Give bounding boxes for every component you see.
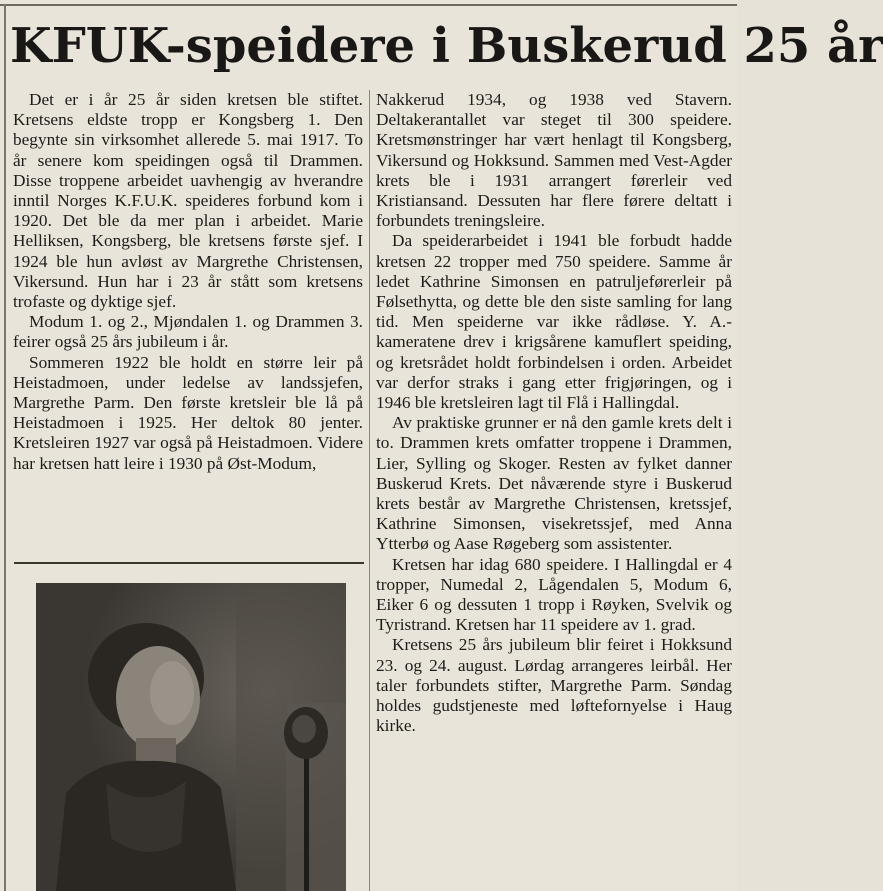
- left-paragraph-3: Sommeren 1922 ble holdt en større leir på Heistadmoen, under ledelse av landssjefen, Margrethe Parm. Den første kretsleir ble lå på Heistadmoen i 1925. Her deltok 80 jenter. Kretsleiren 1927 var også på Heistadmoen. Videre har kretsen hatt leire i 1930 på Øst-Modum,: [13, 352, 363, 473]
- portrait-photo: [36, 583, 346, 891]
- left-paragraph-1: Det er i år 25 år siden kretsen ble stiftet. Kretsens eldste tropp er Kongsberg 1. Den begynte sin virksomhet allerede 5. mai 1917. To år senere kom speidingen også til Drammen. Disse troppene arbeidet uavhengig av hverandre inntil Norges K.F.U.K. speideres forbund kom i 1920. Det ble da mer plan i arbeidet. Marie Helliksen, Kongsberg, ble kretsens første sjef. I 1924 ble hun avløst av Margrethe Christensen, Vikersund. Hun har i 23 år stått som kretsens trofaste og dyktige sjef.: [13, 90, 363, 312]
- portrait-illustration: [36, 583, 346, 891]
- left-column: [13, 90, 363, 474]
- headline: KFUK-speidere i Buskerud 25 år: [10, 18, 883, 74]
- right-column: [376, 90, 732, 737]
- top-border-rule: [0, 4, 737, 6]
- left-paragraph-2: Modum 1. og 2., Mjøndalen 1. og Drammen 3. feirer også 25 års jubileum i år.: [13, 312, 363, 352]
- column-divider: [369, 90, 370, 891]
- right-paragraph-3: Av praktiske grunner er nå den gamle krets delt i to. Drammen krets omfatter troppene i Drammen, Lier, Sylling og Skoger. Resten av fylket danner Buskerud Krets. Det nåværende styre i Buskerud krets består av Margrethe Christensen, kretssjef, Kathrine Simonsen, visekretssjef, med Anna Ytterbø og Aase Røgeberg som assistenter.: [376, 413, 732, 554]
- right-paragraph-2: Da speiderarbeidet i 1941 ble forbudt hadde kretsen 22 tropper med 750 speidere. Samme år ledet Kathrine Simonsen en patruljeførerleir på Følsethytta, og dette ble den siste samling for lang tid. Men speiderne var ikke rådløse. Y. A.-kameratene drev i krigsårene kamuflert speiding, og kretsrådet holdt forbindelsen i orden. Arbeidet var derfor straks i gang etter frigjøringen, og i 1946 ble kretsleiren lagt til Flå i Hallingdal.: [376, 231, 732, 413]
- right-paragraph-1: Nakkerud 1934, og 1938 ved Stavern. Deltakerantallet var steget til 300 speidere. Kretsmønstringer har vært henlagt til Kongsberg, Vikersund og Hokksund. Sammen med Vest-Agder krets ble i 1931 arrangert førerleir ved Kristiansand. Dessuten har flere førere deltatt i forbundets treningsleire.: [376, 90, 732, 231]
- photo-separator-rule: [14, 562, 364, 564]
- left-border-rule: [4, 4, 6, 891]
- right-paragraph-5: Kretsens 25 års jubileum blir feiret i Hokksund 23. og 24. august. Lørdag arrangeres leirbål. Her taler forbundets stifter, Margrethe Parm. Søndag holdes gudstjeneste med løftefornyelse i Haug kirke.: [376, 635, 732, 736]
- right-paragraph-4: Kretsen har idag 680 speidere. I Hallingdal er 4 tropper, Numedal 2, Lågendalen 5, Modum 6, Eiker 6 og dessuten 1 tropp i Røyken, Svelvik og Tyristrand. Kretsen har 11 speidere av 1. grad.: [376, 554, 732, 635]
